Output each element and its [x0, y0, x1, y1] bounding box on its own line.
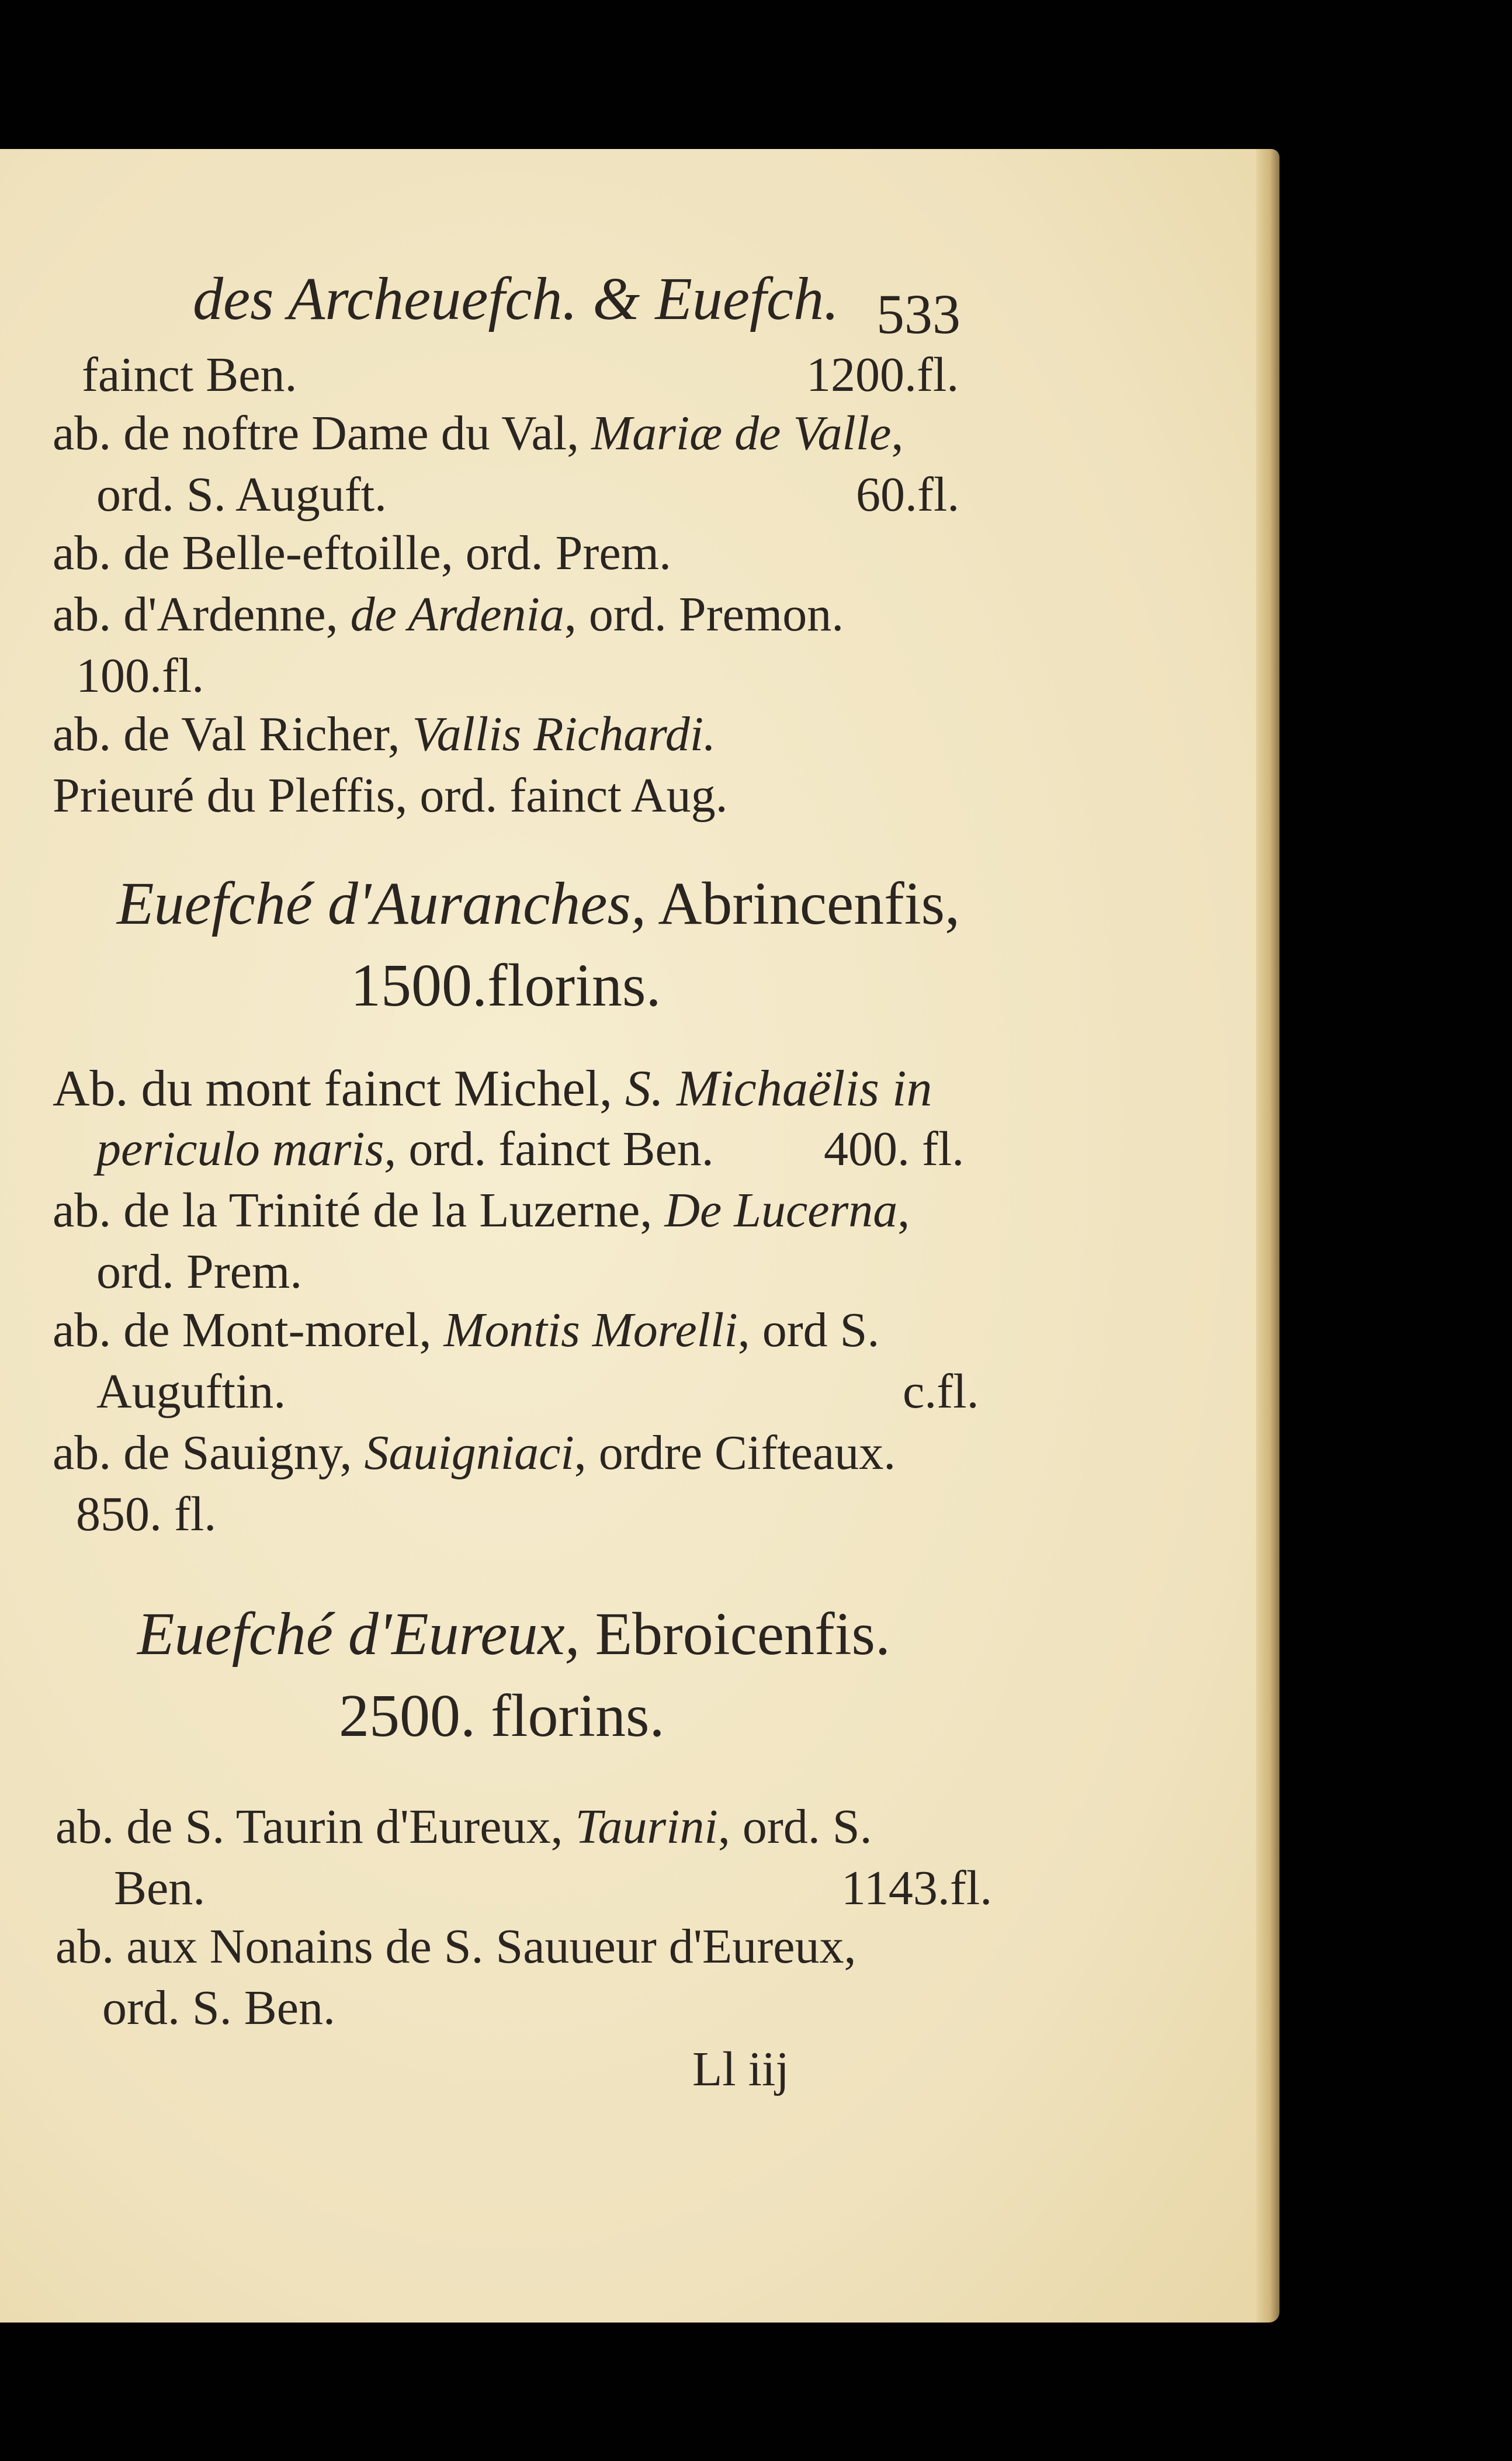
latin-name: Taurini [575, 1800, 718, 1854]
section-heading [117, 870, 960, 937]
latin-name: de Ardenia [350, 587, 564, 642]
entry-text: ab. d'Ardenne, [53, 587, 351, 642]
entry-line [53, 1303, 880, 1357]
entry-text: , ord S. [737, 1303, 880, 1357]
entry-line: Auguftin. [96, 1364, 286, 1419]
heading-diocese: Euefché d'Eureux, [137, 1600, 580, 1668]
latin-name: De Lucerna [664, 1183, 898, 1238]
entry-line [56, 1800, 872, 1854]
latin-name: S. Michaëlis in [625, 1060, 932, 1117]
entry-text: ab. de la Trinité de la Luzerne, [53, 1183, 665, 1238]
running-head-title: des Archeuefch. & Euefch. [193, 265, 840, 332]
entry-text: ab. de Mont-morel, [53, 1303, 444, 1357]
entry-line [53, 587, 844, 642]
entry-value: 60.fl. [856, 467, 960, 522]
entry-line [96, 1122, 714, 1176]
entry-value: 400. fl. [824, 1122, 965, 1176]
latin-name: Vallis Richardi. [412, 707, 716, 761]
latin-name: periculo maris, [96, 1122, 397, 1176]
entry-line: 100.fl. [76, 649, 204, 703]
entry-text: ab. de noftre Dame du Val, [53, 406, 592, 460]
page-number: 533 [876, 283, 960, 345]
entry-value: 1143.fl. [841, 1861, 993, 1915]
entry-line: ord. Prem. [96, 1245, 303, 1299]
entry-value: 1200.fl. [806, 348, 959, 402]
entry-line [53, 406, 904, 460]
entry-text: , ordre Cifteaux. [574, 1426, 896, 1480]
entry-line: ord. S. Ben. [102, 1981, 335, 2035]
entry-value: c.fl. [903, 1364, 979, 1419]
heading-latin: Ebroicenfis. [580, 1600, 890, 1668]
signature-mark: Ll iij [692, 2042, 789, 2096]
entry-line: fainct Ben. [82, 348, 297, 402]
latin-name: Sauigniaci [364, 1426, 574, 1480]
entry-line: Prieuré du Pleffis, ord. fainct Aug. [53, 768, 728, 823]
entry-line [53, 1183, 910, 1238]
entry-line [53, 1426, 896, 1480]
entry-line: Ben. [114, 1861, 206, 1915]
section-heading [137, 1600, 890, 1668]
entry-text: Ab. du mont fainct Michel, [53, 1060, 626, 1117]
entry-line: 850. fl. [76, 1487, 217, 1541]
entry-text: ab. de S. Taurin d'Eureux, [56, 1800, 575, 1854]
entry-text: ord. fainct Ben. [396, 1122, 714, 1176]
entry-line [53, 1060, 932, 1117]
entry-text: ab. de Sauigny, [53, 1426, 365, 1480]
entry-line [53, 707, 716, 761]
entry-text: , [891, 406, 904, 460]
section-heading-amount: 1500.florins. [351, 952, 661, 1019]
entry-line: ord. S. Auguft. [96, 467, 387, 522]
latin-name: Mariæ de Valle [591, 406, 892, 460]
entry-text: , ord. Premon. [564, 587, 844, 642]
entry-line: ab. de Belle-eftoille, ord. Prem. [53, 526, 671, 580]
latin-name: Montis Morelli [443, 1303, 738, 1357]
page-edge [1256, 149, 1279, 2323]
entry-line: ab. aux Nonains de S. Sauueur d'Eureux, [56, 1919, 856, 1974]
section-heading-amount: 2500. florins. [339, 1682, 665, 1749]
entry-text: , [897, 1183, 910, 1238]
entry-text: , ord. S. [717, 1800, 872, 1854]
heading-diocese: Euefché d'Auranches, [117, 870, 646, 937]
heading-latin: Abrincenfis, [646, 870, 960, 937]
entry-text: ab. de Val Richer, [53, 707, 412, 761]
